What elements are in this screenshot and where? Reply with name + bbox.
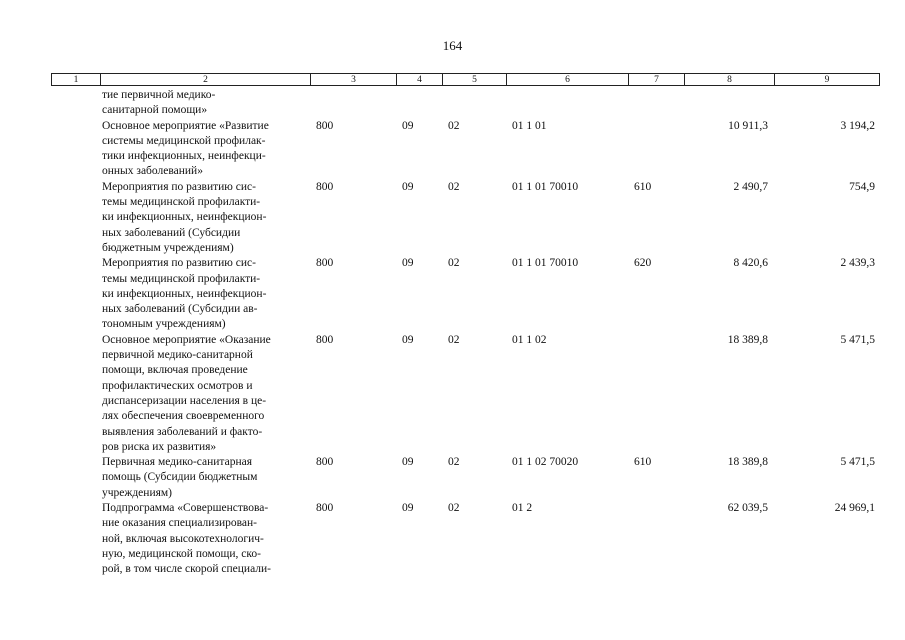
row-target-article: 01 1 02 70020 (512, 456, 579, 469)
row-subsection-code: 02 (448, 119, 460, 132)
row-description: Основное мероприятие «Оказание первичной медико-санитарной помощи, включая проведение профилактических осмотров и диспансеризации населения в це- лях обеспечения своевременного выявления заболеваний и факто- ров риска их развития» (102, 333, 271, 453)
row-description: Мероприятия по развитию сис- темы медицинской профилакти- ки инфекционных, неинфекцион- ных заболеваний (Субсидии ав- тономным учреждениям) (102, 257, 267, 331)
row-ministry-code: 800 (316, 502, 334, 515)
row-ministry-code: 800 (316, 333, 334, 346)
row-description: Мероприятия по развитию сис- темы медицинской профилакти- ки инфекционных, неинфекцион- ных заболеваний (Субсидии бюджетным учреждениям) (102, 180, 267, 254)
header-col-7: 7 (629, 74, 685, 86)
row-target-article: 01 1 01 70010 (512, 257, 579, 270)
row-target-article: 01 1 01 70010 (512, 180, 579, 193)
row-description: тие первичной медико- санитарной помощи» (102, 89, 216, 117)
row-subsection-code: 02 (448, 257, 460, 270)
row-amount-2: 24 969,1 (834, 502, 875, 515)
row-amount-1: 18 389,8 (727, 456, 768, 469)
table-row (0, 256, 905, 332)
row-expense-type: 610 (634, 180, 652, 193)
row-ministry-code: 800 (316, 180, 334, 193)
row-amount-1: 18 389,8 (727, 333, 768, 346)
row-section-code: 09 (402, 119, 414, 132)
row-amount-1: 2 490,7 (733, 180, 768, 193)
row-amount-1: 10 911,3 (728, 119, 768, 132)
row-ministry-code: 800 (316, 257, 334, 270)
page-number: 164 (442, 38, 463, 53)
row-description: Подпрограмма «Совершенствова- ние оказания специализирован- ной, включая высокотехнологич- ную, медицинской помощи, ско- рой, в том числе скорой специали- (102, 502, 272, 576)
row-section-code: 09 (402, 333, 414, 346)
row-amount-2: 5 471,5 (840, 333, 875, 346)
row-description: Первичная медико-санитарная помощь (Субсидии бюджетным учреждениям) (102, 456, 258, 499)
header-row (52, 74, 880, 86)
budget-table-body (0, 88, 905, 578)
row-target-article: 01 2 (512, 502, 533, 515)
row-expense-type: 610 (634, 456, 652, 469)
header-col-4: 4 (397, 74, 443, 86)
row-subsection-code: 02 (448, 333, 460, 346)
row-ministry-code: 800 (316, 456, 334, 469)
row-subsection-code: 02 (448, 456, 460, 469)
header-col-5: 5 (443, 74, 507, 86)
row-amount-1: 8 420,6 (733, 257, 768, 270)
header-col-2: 2 (101, 74, 311, 86)
row-section-code: 09 (402, 257, 414, 270)
row-expense-type: 620 (634, 257, 652, 270)
table-row (0, 501, 905, 577)
row-amount-1: 62 039,5 (727, 502, 768, 515)
row-target-article: 01 1 02 (512, 333, 547, 346)
header-col-3: 3 (311, 74, 397, 86)
row-subsection-code: 02 (448, 502, 460, 515)
row-section-code: 09 (402, 502, 414, 515)
row-section-code: 09 (402, 180, 414, 193)
row-subsection-code: 02 (448, 180, 460, 193)
header-col-6: 6 (507, 74, 629, 86)
row-description: Основное мероприятие «Развитие системы медицинской профилак- тики инфекционных, неинфекци- онных заболеваний» (102, 119, 269, 178)
row-amount-2: 754,9 (849, 180, 875, 193)
row-amount-2: 5 471,5 (840, 456, 875, 469)
header-col-9: 9 (775, 74, 880, 86)
row-ministry-code: 800 (316, 119, 334, 132)
table-row (0, 88, 905, 119)
row-target-article: 01 1 01 (512, 119, 547, 132)
header-col-8: 8 (685, 74, 775, 86)
row-section-code: 09 (402, 456, 414, 469)
table-row (0, 333, 905, 455)
column-number-header (51, 73, 880, 86)
header-col-1: 1 (52, 74, 101, 86)
table-row (0, 455, 905, 501)
row-amount-2: 3 194,2 (840, 119, 875, 132)
row-amount-2: 2 439,3 (840, 257, 875, 270)
table-row (0, 119, 905, 180)
table-row (0, 180, 905, 256)
